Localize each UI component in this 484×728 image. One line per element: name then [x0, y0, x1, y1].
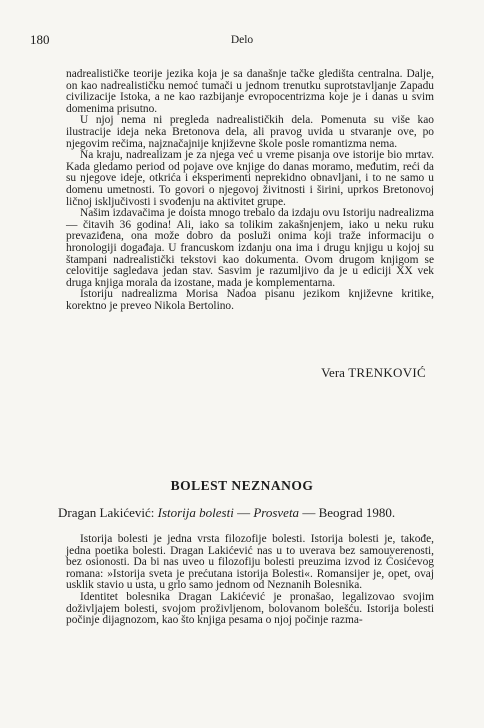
page-number: 180: [30, 32, 50, 47]
paragraph: Istorija bolesti je jedna vrsta filozofije bolesti. Istorija bolesti je, takođe, jedna poetika bolesti. Dragan Lakićević nas u to uverava bez samouverenosti, bez osionosti. Da bi nas uveo u filozofiju bolesti preuzima izvod iz Ćosićevog romana: »Istorija sveta je prećutana istorija Bolesti«. Romansijer je, opet, ovaj usklik stavio u usta, u grlo samo jednom od Neznanih Bolesnika.: [66, 533, 434, 592]
page-header: [30, 32, 454, 48]
running-title: Delo: [230, 34, 254, 46]
author-signature: [321, 365, 426, 381]
book-reference: [58, 505, 395, 521]
paragraph: Našim izdavačima je doista mnogo trebalo da izdaju ovu Istoriju nadrealizma — čitavih 36 godina! Ali, iako sa tolikim zakašnjenjem, iako u neku ruku prevaziđena, ona može dobro da posluži onima koji traže informaciju o hronologiji događaja. U francuskom izdanju ona ima i drugu knjigu u kojoj su štampani nadrealistički tekstovi kao dokumenta. Ovom drugom knjigom se celovitije sagledava jedan stav. Sasvim je razumljivo da je u ediciji XX vek druga knjiga morala da izostane, mada je komplementarna.: [66, 207, 434, 289]
paragraph: Identitet bolesnika Dragan Lakićević je pronašao, legalizovao svojim doživljajem bolesti, svojom proživljenom, bolovanom bolešću. Istorija bolesti počinje dijagnozom, kao što knjiga pesama o njoj počinje razma-: [66, 590, 434, 627]
separator: —: [237, 505, 251, 520]
paragraph: U njoj nema ni pregleda nadrealističkih dela. Pomenuta su više kao ilustracije ideja neka Bretonova dela, ali pravog uvida u stvaranje ove, po njegovim rečima, najznačajnije književne škole posle romantizma nema.: [66, 114, 434, 150]
signature-first-name: Vera: [321, 365, 345, 380]
paragraph: nadrealističke teorije jezika koja je sa današnje tačke gledišta centralna. Dalje, on kao nadrealističku nemoć tumači u jednom trenutku suprotstavljanje Zapadu civilizacije Istoka, a ne kao razbijanje evropocentrizma koje je i danas u svim domenima prisutno.: [66, 68, 434, 115]
paragraph: Na kraju, nadrealizam je za njega već u vreme pisanja ove istorije bio mrtav. Kada gledamo period od pojave ove knjige do danas moramo, međutim, reći da su njegove ideje, otkrića i eksperimenti neprekidno obnavljani, i to ne samo u domenu umetnosti. To govori o njegovoj živitnosti i širini, uprkos Bretonovoj ličnoj isključivosti i svođenju na aktivitet grupe.: [66, 149, 434, 208]
signature-last-name: TRENKOVIĆ: [348, 365, 426, 380]
separator: —: [302, 505, 316, 520]
book-author: Dragan Lakićević:: [58, 505, 155, 520]
book-publisher: Prosveta: [253, 505, 300, 520]
article-title: BOLEST NEZNANOG: [170, 478, 314, 493]
book-title: Istorija bolesti: [157, 505, 234, 520]
book-place-year: Beograd 1980.: [318, 505, 396, 520]
article1-body: [66, 69, 434, 312]
article2-body: [66, 534, 434, 627]
paragraph: Istoriju nadrealizma Morisa Nadoa pisanu jezikom književne kritike, korektno je preveo Nikola Bertolino.: [66, 288, 434, 312]
